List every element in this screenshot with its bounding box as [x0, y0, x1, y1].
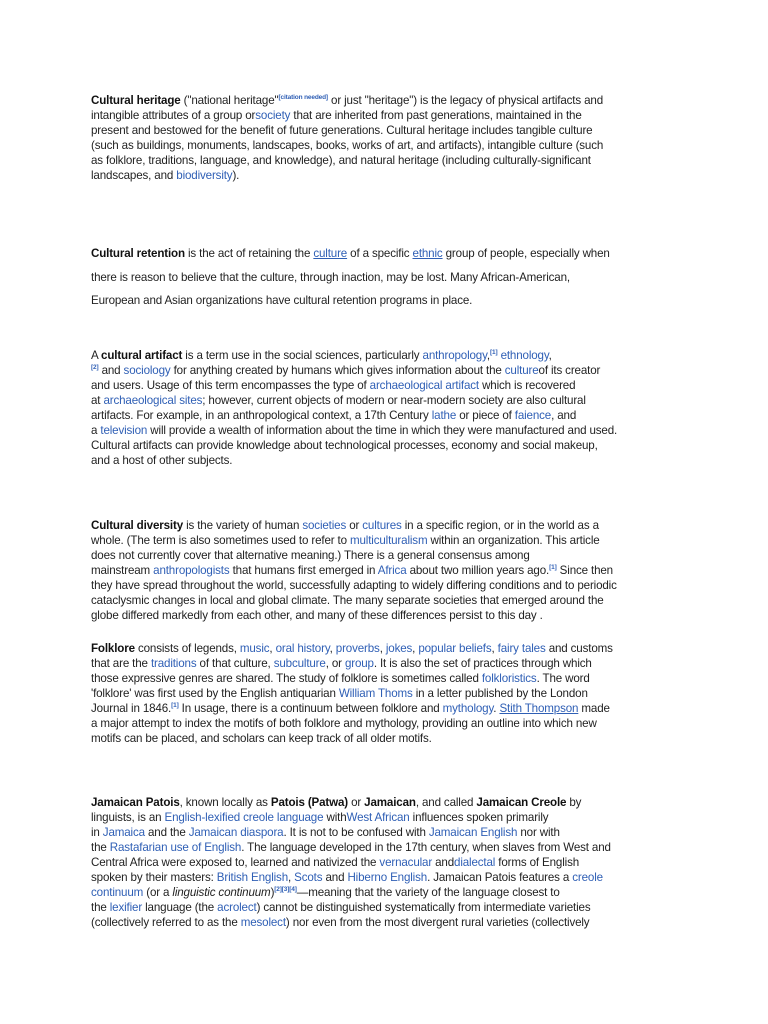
link-television[interactable]: television [100, 424, 148, 437]
link-culture-2[interactable]: culture [504, 364, 539, 377]
link-west-african[interactable]: West African [346, 811, 410, 824]
link-ethnic[interactable]: ethnic [412, 247, 443, 260]
paragraph-cultural-diversity: Cultural diversity is the variety of human societies or cultures in a specific region, or in the world as a whole. (The term is also sometimes used to refer to multiculturalism within an organization. This article does not currently cover that alternative meaning.) There is a general consensus among mainstream anthropologists that humans first emerged in Africa about two million years ago.[1] Since then they have spread throughout the world, successfully adapting to widely differing conditions and to periodic cataclysmic changes in local and global climate. The many separate societies that emerged around the globe differed markedly from each other, and many of these differences persist to this day . [91, 519, 617, 622]
link-lathe[interactable]: lathe [431, 409, 457, 422]
link-vernacular[interactable]: vernacular [379, 856, 433, 869]
link-scots[interactable]: Scots [294, 871, 323, 884]
ref-1[interactable]: [1] [489, 349, 498, 356]
ref-1[interactable]: [1] [171, 702, 179, 709]
term-cultural-retention: Cultural retention [91, 247, 185, 260]
term-jamaican-patois: Jamaican Patois [91, 796, 180, 809]
link-societies[interactable]: societies [302, 519, 347, 532]
link-jamaican-english[interactable]: Jamaican English [428, 826, 518, 839]
link-jokes[interactable]: jokes [385, 642, 413, 655]
citation-needed-ref[interactable]: [citation needed] [278, 94, 328, 101]
link-english-lexified-creole[interactable]: English-lexified creole language [164, 811, 324, 824]
link-continuum[interactable]: continuum [91, 886, 144, 899]
link-biodiversity[interactable]: biodiversity [176, 169, 233, 182]
term-folklore: Folklore [91, 642, 135, 655]
link-archaeological-artifact[interactable]: archaeological artifact [369, 379, 480, 392]
link-society[interactable]: society [255, 109, 291, 122]
paragraph-cultural-heritage: Cultural heritage ("national heritage"[citation needed] or just "heritage") is the legacy of physical artifacts and intangible attributes of a group orsociety that are inherited from past generations, maintained in the present and bestowed for the benefit of future generations. Cultural heritage includes tangible culture (such as buildings, monuments, landscapes, books, works of art, and artifacts), intangible culture (such as folklore, traditions, language, and knowledge), and natural heritage (including culturally-significant landscapes, and biodiversity). [91, 94, 604, 182]
link-faience[interactable]: faience [514, 409, 552, 422]
link-anthropologists[interactable]: anthropologists [153, 564, 230, 577]
link-fairy-tales[interactable]: fairy tales [497, 642, 546, 655]
ref-2-3-4[interactable]: [2][3][4] [274, 886, 297, 893]
link-traditions[interactable]: traditions [150, 657, 197, 670]
link-subculture[interactable]: subculture [273, 657, 326, 670]
link-culture[interactable]: culture [313, 247, 348, 260]
link-archaeological-sites[interactable]: archaeological sites [103, 394, 203, 407]
link-music[interactable]: music [239, 642, 270, 655]
link-rastafarian-english[interactable]: Rastafarian use of English [109, 841, 242, 854]
link-acrolect[interactable]: acrolect [217, 901, 257, 914]
link-cultures[interactable]: cultures [362, 519, 402, 532]
link-sociology[interactable]: sociology [123, 364, 171, 377]
term-cultural-heritage: Cultural heritage [91, 94, 181, 107]
link-anthropology[interactable]: anthropology [422, 349, 487, 362]
ref-2[interactable]: [2] [91, 364, 99, 371]
link-dialectal[interactable]: dialectal [454, 856, 496, 869]
link-oral-history[interactable]: oral history [275, 642, 330, 655]
paragraph-folklore: Folklore consists of legends, music, oral history, proverbs, jokes, popular beliefs, fairy tales and customs that are the traditions of that culture, subculture, or group. It is also the set of practices through which those expressive genres are shared. The study of folklore is sometimes called folkloristics. The word 'folklore' was first used by the English antiquarian William Thoms in a letter published by the London Journal in 1846.[1] In usage, there is a continuum between folklore and mythology. Stith Thompson made a major attempt to index the motifs of both folklore and mythology, providing an outline into which new motifs can be placed, and scholars can keep track of all older motifs. [91, 642, 613, 745]
paragraph-cultural-retention: Cultural retention is the act of retaining the culture of a specific ethnic group of people, especially when there is reason to believe that the culture, through inaction, may be lost. Many African-American, European and Asian organizations have cultural retention programs in place. [91, 247, 610, 307]
link-ethnology[interactable]: ethnology [500, 349, 549, 362]
link-british-english[interactable]: British English [216, 871, 288, 884]
link-jamaican-diaspora[interactable]: Jamaican diaspora [188, 826, 284, 839]
paragraph-jamaican-patois: Jamaican Patois, known locally as Patois (Patwa) or Jamaican, and called Jamaican Creole by linguists, is an English-lexified creole language withWest African influences spoken primarily in Jamaica and the Jamaican diaspora. It is not to be confused with Jamaican English nor with the Rastafarian use of English. The language developed in the 17th century, when slaves from West and Central Africa were exposed to, learned and nativized the vernacular anddialectal forms of English spoken by their masters: British English, Scots and Hiberno English. Jamaican Patois features a creole continuum (or a linguistic continuum)[2][3][4]—meaning that the variety of the language closest to the lexifier language (the acrolect) cannot be distinguished systematically from intermediate varieties (collectively referred to as the mesolect) nor even from the most divergent rural varieties (collectively [91, 796, 611, 929]
link-creole[interactable]: creole [572, 871, 603, 884]
link-lexifier[interactable]: lexifier [109, 901, 143, 914]
link-multiculturalism[interactable]: multiculturalism [349, 534, 428, 547]
link-popular-beliefs[interactable]: popular beliefs [418, 642, 492, 655]
link-jamaica[interactable]: Jamaica [102, 826, 145, 839]
link-stith-thompson[interactable]: Stith Thompson [499, 702, 579, 715]
link-hiberno-english[interactable]: Hiberno English [347, 871, 428, 884]
link-proverbs[interactable]: proverbs [335, 642, 380, 655]
term-cultural-artifact: cultural artifact [101, 349, 183, 362]
ref-1[interactable]: [1] [549, 564, 557, 571]
link-group[interactable]: group [344, 657, 374, 670]
link-william-thoms[interactable]: William Thoms [338, 687, 413, 700]
link-mythology[interactable]: mythology [442, 702, 494, 715]
link-folkloristics[interactable]: folkloristics [481, 672, 537, 685]
link-mesolect[interactable]: mesolect [240, 916, 286, 929]
link-africa[interactable]: Africa [377, 564, 407, 577]
term-cultural-diversity: Cultural diversity [91, 519, 184, 532]
paragraph-cultural-artifact: A cultural artifact is a term use in the social sciences, particularly anthropology,[1] ethnology, [2] and sociology for anything created by humans which gives information about the cultureof its creator and users. Usage of this term encompasses the type of archaeological artifact which is recovered at archaeological sites; however, current objects of modern or near-modern society are also cultural artifacts. For example, in an anthropological context, a 17th Century lathe or piece of faience, and a television will provide a wealth of information about the time in which they were manufactured and used. Cultural artifacts can provide knowledge about technological processes, economy and social makeup, and a host of other subjects. [91, 349, 618, 467]
